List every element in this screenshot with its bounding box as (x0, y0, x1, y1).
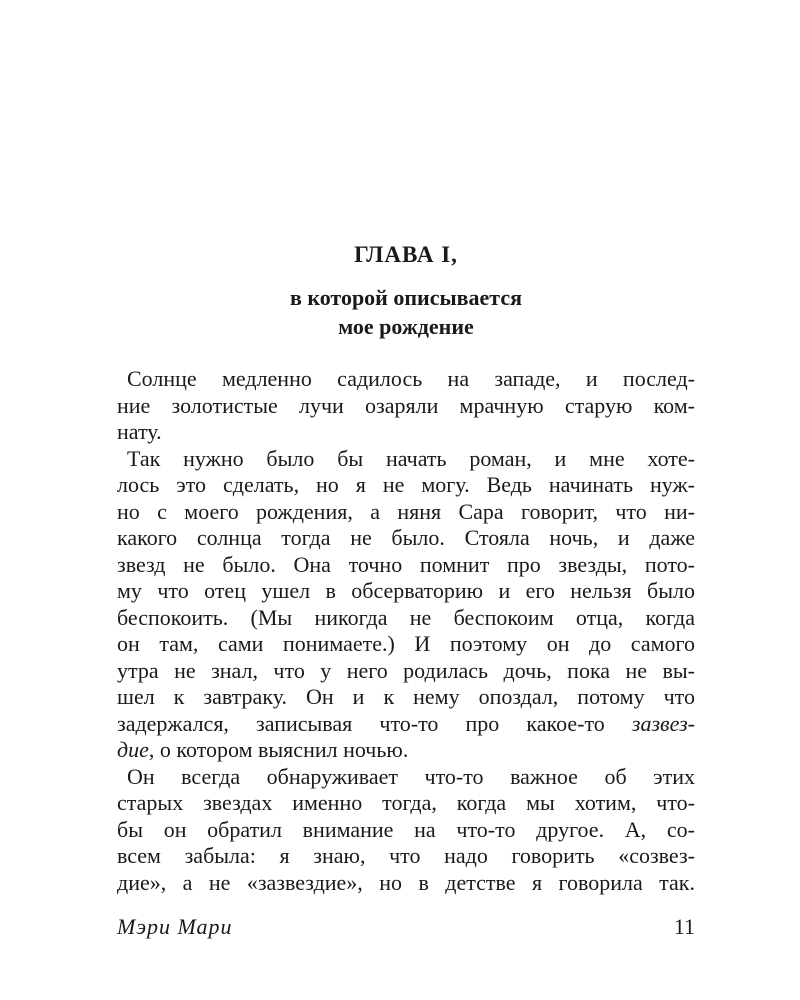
paragraph (117, 366, 695, 446)
text-line: но с моего рождения, а няня Сара говорит, что ни- (117, 498, 695, 524)
page-number: 11 (673, 914, 695, 939)
text-line: дие», а не «зазвездие», но в детстве я говорила так. (117, 869, 695, 895)
text-line: звезд не было. Она точно помнит про звезды, пото- (117, 551, 695, 577)
text-line: нату. (117, 419, 162, 444)
text-line: старых звездах именно тогда, когда мы хотим, что- (117, 790, 695, 815)
chapter-subtitle (117, 283, 695, 341)
paragraph (117, 446, 695, 764)
chapter-body (117, 366, 695, 896)
chapter-subtitle-line: в которой описывается (289, 285, 523, 310)
running-footer-author: Мэри Мари (117, 914, 233, 939)
text-line: ние золотистые лучи озаряли мрачную старую ком- (117, 392, 695, 418)
text-segment: задержался, записывая что-то про какое-то (117, 710, 605, 736)
text-line: Так нужно было бы начать роман, и мне хоте- (127, 445, 695, 471)
chapter-title: ГЛАВА I, (354, 242, 458, 267)
text-line: Он всегда обнаруживает что-то важное об этих (127, 763, 695, 789)
italic-word: зазвез- (631, 710, 695, 736)
text-line: лось это сделать, но я не могу. Ведь начинать нуж- (117, 472, 695, 497)
text-segment: , о котором выяснил ночью. (148, 737, 409, 762)
italic-word: дие (117, 737, 149, 762)
book-page (117, 0, 695, 1000)
text-line: он там, сами понимаете.) И поэтому он до самого (117, 631, 695, 656)
text-line: Солнце медленно садилось на западе, и послед- (127, 366, 695, 391)
text-line: какого солнца тогда не было. Стояла ночь, и даже (117, 525, 695, 550)
text-line: му что отец ушел в обсерваторию и его нельзя было (117, 578, 695, 603)
text-line: всем забыла: я знаю, что надо говорить «созвез- (117, 843, 695, 868)
chapter-subtitle-line: мое рождение (338, 314, 474, 339)
text-line (117, 711, 695, 738)
text-line: шел к завтраку. Он и к нему опоздал, потому что (117, 684, 695, 709)
text-line (117, 737, 695, 764)
paragraph (117, 764, 695, 897)
text-line: бы он обратил внимание на что-то другое. А, со- (117, 816, 695, 842)
text-line: беспокоить. (Мы никогда не беспокоим отца, когда (117, 604, 695, 630)
text-line: утра не знал, что у него родилась дочь, пока не вы- (117, 657, 695, 683)
